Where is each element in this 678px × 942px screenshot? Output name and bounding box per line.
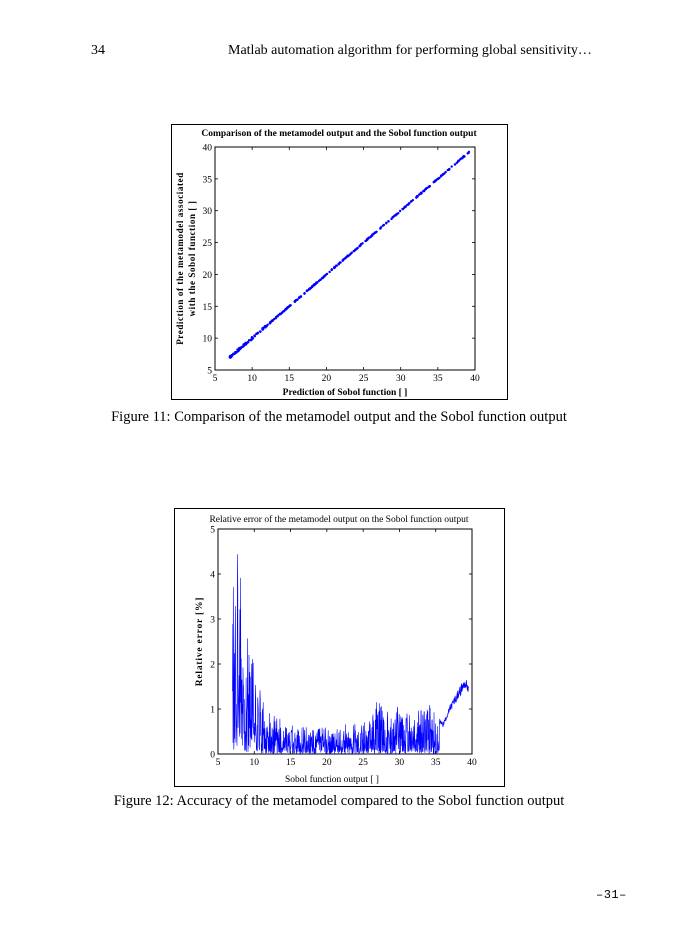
x-tick-label: 30 [395, 374, 406, 384]
data-point [369, 236, 371, 238]
data-point [399, 210, 401, 212]
y-tick-label: 2 [210, 660, 215, 671]
data-point [420, 192, 422, 194]
data-point [280, 313, 282, 315]
data-point [306, 289, 308, 291]
data-point [309, 287, 311, 289]
data-point [261, 327, 263, 329]
data-point [462, 155, 464, 157]
data-point [391, 216, 393, 218]
data-point [328, 271, 330, 273]
data-point [337, 263, 339, 265]
data-point [285, 308, 287, 310]
data-point [415, 197, 417, 199]
data-point [356, 247, 358, 249]
data-point [366, 238, 368, 240]
data-point [406, 204, 408, 206]
data-point [323, 276, 325, 278]
data-point [303, 292, 305, 294]
data-point [442, 173, 444, 175]
data-point [440, 175, 442, 177]
data-point [382, 224, 384, 226]
x-tick-label: 5 [212, 374, 218, 384]
series-line [233, 554, 469, 754]
data-point [403, 207, 405, 209]
y-tick-label: 20 [202, 270, 212, 281]
data-point [253, 334, 255, 336]
y-axis-label: Prediction of the metamodel associated [175, 172, 185, 345]
figure-11 [171, 124, 508, 400]
x-tick-label: 20 [322, 758, 332, 768]
data-point [433, 180, 435, 182]
y-tick-label: 0 [210, 750, 215, 761]
x-tick-label: 35 [433, 374, 443, 384]
x-axis-label: Prediction of Sobol function [ ] [282, 388, 408, 398]
y-tick-label: 1 [210, 705, 215, 716]
data-point [454, 163, 456, 165]
data-point [437, 177, 439, 179]
y-tick-label: 5 [207, 366, 212, 377]
x-tick-label: 40 [470, 374, 480, 384]
data-point [424, 188, 426, 190]
data-point [339, 261, 341, 263]
data-point [311, 285, 313, 287]
y-tick-label: 4 [210, 570, 215, 581]
y-axis-label: Relative error [%] [195, 596, 205, 687]
y-tick-label: 3 [210, 615, 215, 626]
data-point [274, 317, 276, 319]
y-tick-label: 30 [202, 207, 212, 218]
data-point [468, 151, 470, 153]
y-tick-label: 40 [202, 143, 212, 154]
y-axis-label: with the Sobol function [ ] [187, 200, 197, 317]
data-point [353, 250, 355, 252]
data-point [269, 322, 271, 324]
x-tick-label: 30 [394, 758, 405, 768]
data-point [334, 266, 336, 268]
data-point [230, 355, 232, 357]
data-point [344, 257, 346, 259]
data-point [271, 319, 273, 321]
data-point [313, 283, 315, 285]
data-point [387, 220, 389, 222]
data-point [242, 345, 244, 347]
y-tick-label: 15 [202, 302, 212, 313]
data-point [265, 325, 267, 327]
x-tick-label: 10 [247, 374, 257, 384]
scatter-chart [172, 125, 507, 399]
y-tick-label: 5 [210, 525, 215, 536]
x-tick-label: 25 [358, 374, 369, 384]
y-tick-label: 10 [202, 334, 212, 345]
data-point [385, 222, 387, 224]
data-point [257, 332, 259, 334]
data-point [282, 310, 284, 312]
x-tick-label: 25 [358, 758, 368, 768]
data-point [294, 301, 296, 303]
y-tick-label: 25 [202, 239, 212, 250]
data-point [316, 281, 318, 283]
data-point [396, 212, 398, 214]
data-point [319, 279, 321, 281]
data-point [457, 160, 459, 162]
y-tick-label: 35 [202, 175, 212, 186]
data-point [246, 342, 248, 344]
data-point [371, 233, 373, 235]
data-point [239, 347, 241, 349]
figure-12 [174, 508, 505, 787]
data-point [326, 273, 328, 275]
data-point [410, 200, 412, 202]
chart-title: Comparison of the metamodel output and the Sobol function output [201, 129, 477, 139]
data-point [375, 231, 377, 233]
data-point [450, 165, 452, 167]
x-tick-label: 10 [249, 758, 260, 768]
chart-title: Relative error of the metamodel output on the Sobol function output [209, 515, 469, 525]
header-page-number: 34 [91, 43, 105, 58]
data-point [235, 352, 237, 354]
data-point [259, 331, 261, 333]
x-tick-label: 35 [430, 758, 441, 768]
line-chart [175, 509, 504, 786]
data-point [232, 352, 234, 354]
data-point [250, 338, 252, 340]
x-tick-label: 40 [467, 758, 477, 768]
x-tick-label: 20 [321, 374, 332, 384]
x-tick-label: 15 [285, 758, 296, 768]
x-tick-label: 15 [284, 374, 295, 384]
page-number: –31– [596, 888, 627, 902]
running-title: Matlab automation algorithm for performing global sensitivity… [228, 43, 592, 58]
figure-12-caption: Figure 12: Accuracy of the metamodel compared to the Sobol function output [113, 793, 565, 809]
data-point [236, 349, 238, 351]
data-point [379, 227, 381, 229]
data-point [298, 297, 300, 299]
data-point [331, 268, 333, 270]
data-point [448, 168, 450, 170]
x-axis-label: Sobol function output [ ] [285, 775, 379, 785]
data-points [229, 151, 470, 359]
data-point [361, 242, 363, 244]
data-point [296, 299, 298, 301]
figure-11-caption: Figure 11: Comparison of the metamodel output and the Sobol function output [111, 409, 567, 425]
data-point [289, 305, 291, 307]
data-point [429, 185, 431, 187]
data-point [347, 255, 349, 257]
x-tick-label: 5 [215, 758, 221, 768]
